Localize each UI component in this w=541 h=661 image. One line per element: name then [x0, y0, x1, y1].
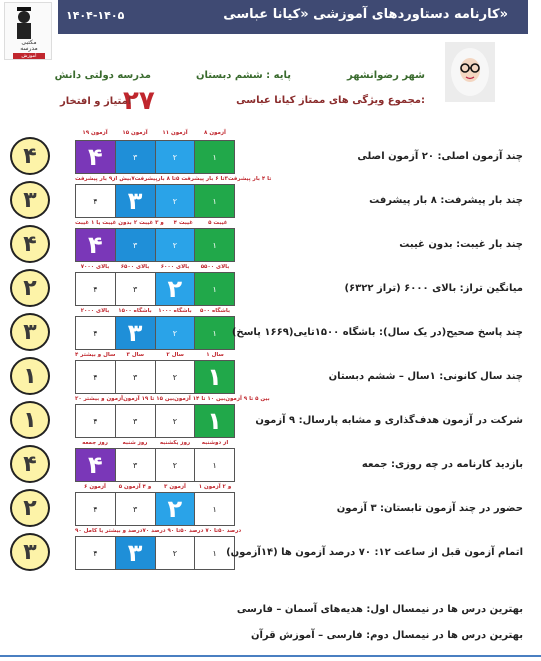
- score-circle: ۴: [10, 225, 50, 263]
- tier-cell: ۳: [115, 537, 155, 569]
- achievement-question: چند آزمون اصلی: ۲۰ آزمون اصلی: [357, 151, 523, 162]
- tier-cell: ۴: [76, 405, 115, 437]
- tier-label: ۴ غیبت: [173, 220, 194, 226]
- tier-label: ۵۰ تا ۷۰ درصد: [180, 528, 219, 534]
- tier-cells: [75, 272, 235, 306]
- score-circle: ۳: [10, 533, 50, 571]
- tier-label: روز یکشنبه: [159, 440, 191, 446]
- tier-cell: ۴: [76, 273, 115, 305]
- achievement-question: بازدید کارنامه در چه روزی: جمعه: [361, 459, 523, 470]
- tier-labels-bottom: [75, 220, 235, 226]
- tier-label: ۳ سال: [126, 352, 145, 358]
- tier-label: ۹۰ درصد و بیشتر یا کامل: [75, 528, 143, 534]
- features-title: مجموع ویژگی های ممتاز کیانا عباسی:: [236, 95, 425, 106]
- tier-label: ۵ تا ۶ بار پیشرفت: [176, 176, 225, 182]
- tier-cell: ۴: [76, 361, 115, 393]
- score-circle: ۱: [10, 401, 50, 439]
- score-circle: ۴: [10, 137, 50, 175]
- student-avatar-icon: [445, 42, 495, 102]
- tier-labels-bottom: [75, 176, 272, 182]
- score-circle: ۳: [10, 313, 50, 351]
- tier-label: روز شنبه: [122, 440, 148, 446]
- tier-cell: ۳: [115, 185, 155, 217]
- tier-label: ۱۱ آزمون: [162, 130, 188, 136]
- tier-label: ۱۹ آزمون: [82, 130, 108, 136]
- tier-label: ۱ سال: [206, 352, 224, 358]
- tier-cell: ۱: [194, 361, 234, 393]
- tier-label: باشگاه ۱۰۰۰: [158, 308, 192, 314]
- tier-cells: [75, 184, 235, 218]
- tier-labels-bottom: [75, 264, 235, 270]
- achievement-question: چند بار پیشرفت: ۸ بار پیشرفت: [369, 195, 523, 206]
- tier-cell: ۱: [194, 229, 234, 261]
- student-photo: [445, 42, 495, 102]
- tier-labels-bottom: [75, 308, 235, 314]
- tier-cell: ۱: [194, 273, 234, 305]
- best-courses-first: بهترین درس ها در نیمسال اول: هدیه‌های آسمان – فارسی: [236, 604, 523, 615]
- achievement-question: شرکت در آزمون هدف‌گذاری و مشابه پارسال: ۹ آزمون: [255, 415, 523, 426]
- tier-label: بالای ۶۰۰۰: [160, 264, 190, 270]
- tier-cell: ۴: [76, 141, 115, 173]
- tier-cells: [75, 448, 235, 482]
- achievement-question: چند پاسخ صحیح(در یک سال): باشگاه ۱۵۰۰تایی(۱۶۶۹ پاسخ): [231, 327, 523, 338]
- tier-cells: [75, 140, 235, 174]
- tier-cell: ۳: [115, 273, 155, 305]
- tier-label: ۵ غیبت: [208, 220, 228, 226]
- tier-cell: ۳: [115, 317, 155, 349]
- tier-label: بدون غیبت یا ۱ غیبت: [75, 220, 132, 226]
- tier-cell: ۲: [155, 449, 195, 481]
- tier-cell: ۲: [155, 185, 195, 217]
- logo-badge: آموزش: [13, 53, 45, 59]
- tier-cell: ۱: [194, 449, 234, 481]
- best-courses-second: بهترین درس ها در نیمسال دوم: فارسی – آموزش قرآن: [250, 630, 523, 641]
- tier-label: ۲ سال: [166, 352, 184, 358]
- tier-labels-bottom: [75, 484, 235, 490]
- score-circle: ۲: [10, 489, 50, 527]
- tier-cells: [75, 228, 235, 262]
- tier-cell: ۲: [155, 405, 195, 437]
- achievement-question: چند بار غیبت: بدون غیبت: [399, 239, 523, 250]
- tier-label: بالای ۷۰۰۰: [80, 264, 110, 270]
- tier-label: بالای ۶۵۰۰: [120, 264, 150, 270]
- tier-label: ۷۰ تا ۹۰ درصد: [142, 528, 181, 534]
- tier-labels-bottom: [75, 396, 270, 402]
- tier-cell: ۱: [194, 493, 234, 525]
- footer-divider: [0, 655, 541, 657]
- tier-cells: [75, 316, 235, 350]
- tier-label: ۲ و ۳ غیبت: [133, 220, 164, 226]
- total-points: ۲۷: [123, 86, 155, 116]
- academic-year: ۱۴۰۴-۱۴۰۵: [66, 9, 125, 22]
- tier-cells: [75, 492, 235, 526]
- tier-cell: ۳: [115, 141, 155, 173]
- achievement-question: چند سال کانونی: ۱سال – ششم دبستان: [328, 371, 523, 382]
- tier-labels-bottom: [75, 528, 242, 534]
- achievement-question: میانگین تراز: بالای ۶۰۰۰ (تراز ۶۳۲۲): [344, 283, 523, 294]
- city: شهر رضوانشهر: [346, 70, 425, 81]
- tier-label: ۵ و ۴ آزمون: [118, 484, 152, 490]
- tier-label: بالای ۵۵۰۰: [200, 264, 230, 270]
- tier-cell: ۳: [115, 361, 155, 393]
- tier-cells: [75, 360, 235, 394]
- tier-label: ۵۰ درصد: [218, 528, 242, 534]
- score-circle: ۴: [10, 445, 50, 483]
- tier-cell: ۲: [155, 273, 195, 305]
- tier-label: ۲۰ آزمون و بیشتر: [75, 396, 124, 402]
- tier-label: ۴ سال و بیشتر: [75, 352, 116, 358]
- tier-cell: ۴: [76, 317, 115, 349]
- school: مدرسه دولتی دانش: [54, 70, 151, 81]
- tier-label: ۸ آزمون: [204, 130, 226, 136]
- tier-label: بالای ۲۰۰۰: [80, 308, 110, 314]
- tier-cell: ۱: [194, 185, 234, 217]
- tier-label: بین ۵ تا ۹ آزمون: [225, 396, 270, 402]
- tier-cell: ۴: [76, 185, 115, 217]
- tier-cell: ۲: [155, 317, 195, 349]
- tier-label: ۶ آزمون: [84, 484, 106, 490]
- tier-cell: ۳: [115, 229, 155, 261]
- tier-labels-top: [75, 130, 235, 136]
- tier-label: باشگاه ۵۰۰: [199, 308, 231, 314]
- tier-cell: ۱: [194, 317, 234, 349]
- tier-cell: ۲: [155, 229, 195, 261]
- tier-cell: ۱: [194, 141, 234, 173]
- tier-cell: ۱: [194, 405, 234, 437]
- tier-cell: ۱: [194, 537, 234, 569]
- tier-cell: ۴: [76, 229, 115, 261]
- tier-label: ۱ و ۲ آزمون: [198, 484, 232, 490]
- achievement-question: اتمام آزمون قبل از ساعت ۱۲: ۷۰ درصد آزمون ها (۱۴آزمون): [226, 547, 523, 558]
- tier-cell: ۲: [155, 493, 195, 525]
- tier-cell: ۴: [76, 537, 115, 569]
- tier-cell: ۲: [155, 537, 195, 569]
- logo-line: مکتبی: [21, 39, 37, 46]
- points-label: امتیاز و افتخار: [60, 96, 132, 107]
- tier-label: ۷تا ۸ بارپیشرفت: [131, 176, 177, 182]
- achievement-question: حضور در چند آزمون تابستان: ۳ آزمون: [336, 503, 523, 514]
- tier-cell: ۲: [155, 361, 195, 393]
- tier-label: از دوشنبه: [201, 440, 229, 446]
- tier-label: ۱۵ آزمون: [122, 130, 148, 136]
- tier-label: بین ۱۰ تا ۱۴ آزمون: [174, 396, 226, 402]
- school-logo: [4, 2, 52, 60]
- tier-labels-bottom: [75, 440, 235, 446]
- tier-cell: ۴: [76, 493, 115, 525]
- header-bar: [58, 0, 528, 34]
- tier-label: ۳تا ۴ بار پیشرفت: [224, 176, 272, 182]
- score-circle: ۳: [10, 181, 50, 219]
- tier-labels-bottom: [75, 352, 235, 358]
- tier-cell: ۲: [155, 141, 195, 173]
- score-circle: ۲: [10, 269, 50, 307]
- tier-cells: [75, 536, 235, 570]
- tier-cell: ۴: [76, 449, 115, 481]
- tier-cell: ۳: [115, 449, 155, 481]
- tier-label: روز جمعه: [82, 440, 108, 446]
- tier-cell: ۳: [115, 493, 155, 525]
- tier-label: بین ۱۵ تا ۱۹ آزمون: [123, 396, 175, 402]
- tier-cells: [75, 404, 235, 438]
- score-circle: ۱: [10, 357, 50, 395]
- grade: پایه : ششم دبستان: [195, 70, 291, 81]
- tier-cell: ۳: [115, 405, 155, 437]
- logo-line: مدرسه: [20, 45, 38, 52]
- tier-label: بیش از۹ بار پیشرفت: [75, 176, 132, 182]
- tier-label: ۳ آزمون: [164, 484, 186, 490]
- page-title: کارنامه دستاوردهای آموزشی «کیانا عباسی»: [223, 7, 508, 22]
- header: [0, 0, 541, 38]
- tier-label: باشگاه ۱۵۰۰: [118, 308, 152, 314]
